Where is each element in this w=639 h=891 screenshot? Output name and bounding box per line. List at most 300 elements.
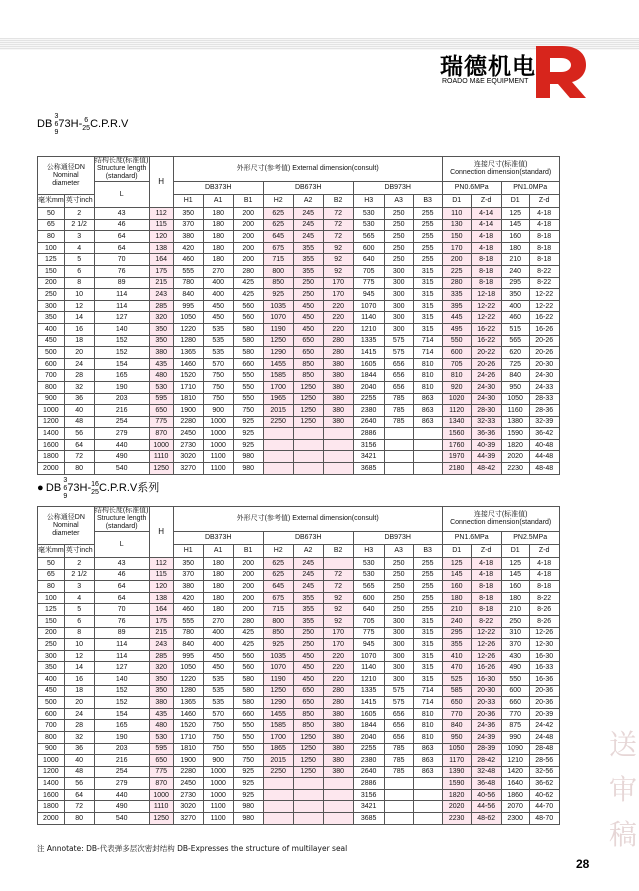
table-cell: 154 <box>94 708 149 720</box>
table-cell: 785 <box>384 416 413 428</box>
table-cell: 640 <box>353 254 384 266</box>
table-cell: 535 <box>203 347 233 359</box>
table-cell: 28-42 <box>471 755 501 767</box>
table-cell: 72 <box>323 231 353 243</box>
table-cell: 450 <box>293 300 323 312</box>
table-cell: 20-36 <box>471 708 501 720</box>
table-row <box>38 428 560 440</box>
table-cell: 300 <box>384 627 413 639</box>
table-cell: 425 <box>233 627 263 639</box>
table-cell: 72 <box>323 208 353 220</box>
table-cell: 550 <box>233 731 263 743</box>
table-cell: 50 <box>38 558 65 570</box>
table-cell: 80 <box>64 463 94 475</box>
table-cell: 150 <box>38 265 65 277</box>
table-cell: 2280 <box>173 416 203 428</box>
table-cell: 1460 <box>173 358 203 370</box>
pressure-a-header: PN0.6MPa <box>442 182 501 195</box>
table-cell: 585 <box>442 685 471 697</box>
table-cell: 12 <box>64 300 94 312</box>
table-cell: 2 <box>64 558 94 570</box>
table-cell: 250 <box>384 581 413 593</box>
table-cell: 92 <box>323 254 353 266</box>
table-cell: 4-14 <box>471 219 501 231</box>
table-cell: 350 <box>38 662 65 674</box>
table-cell: 1420 <box>501 766 529 778</box>
table-cell <box>323 558 353 570</box>
table-cell: 1000 <box>203 416 233 428</box>
db973h-header: DB973H <box>353 532 442 545</box>
table-cell <box>263 813 293 825</box>
table-cell: 1220 <box>173 673 203 685</box>
table-cell: 250 <box>384 208 413 220</box>
table-cell: 8-18 <box>529 254 559 266</box>
table-cell: 656 <box>384 358 413 370</box>
table-cell: 355 <box>293 265 323 277</box>
table-cell: 425 <box>233 277 263 289</box>
table-cell: 925 <box>233 416 263 428</box>
table-cell: 164 <box>149 254 173 266</box>
table-cell: 1250 <box>293 381 323 393</box>
table-cell: 150 <box>38 615 65 627</box>
table-cell: 1760 <box>442 439 471 451</box>
table-cell: 875 <box>501 720 529 732</box>
table-cell: 575 <box>384 685 413 697</box>
table-cell: 1035 <box>263 650 293 662</box>
table-cell: 3685 <box>353 813 384 825</box>
table-cell: 8-18 <box>471 265 501 277</box>
model-code-2: ● DB 3 6 9 73H- 16 25 C.P.R.V系列 <box>37 477 160 500</box>
table-cell: 250 <box>293 639 323 651</box>
table-cell: 535 <box>203 323 233 335</box>
table-cell: 980 <box>233 463 263 475</box>
table-cell: 900 <box>38 743 65 755</box>
table-cell: 400 <box>203 289 233 301</box>
table-cell: 28-33 <box>529 393 559 405</box>
table-cell: 1390 <box>442 766 471 778</box>
table-cell: 350 <box>173 208 203 220</box>
table-cell: 1250 <box>149 463 173 475</box>
table-cell: 4-18 <box>471 231 501 243</box>
table-cell <box>323 439 353 451</box>
table-cell: 1800 <box>38 451 65 463</box>
table-cell: 535 <box>203 685 233 697</box>
table-cell: 355 <box>293 615 323 627</box>
table-cell: 1585 <box>263 720 293 732</box>
logo-chinese-name: 瑞德机电 <box>440 54 536 80</box>
table-cell: 1335 <box>353 685 384 697</box>
table-cell: 535 <box>203 335 233 347</box>
table-cell: 3421 <box>353 801 384 813</box>
table-row <box>38 778 560 790</box>
h-header: H <box>149 157 173 208</box>
table-cell: 400 <box>203 639 233 651</box>
table-row <box>38 592 560 604</box>
table-cell: 20-26 <box>529 347 559 359</box>
table-cell: 1250 <box>149 813 173 825</box>
table-cell: 1250 <box>293 755 323 767</box>
table-cell: 1600 <box>38 439 65 451</box>
table-cell: 3156 <box>353 439 384 451</box>
table-row <box>38 789 560 801</box>
table-row <box>38 463 560 475</box>
table-cell: 145 <box>442 569 471 581</box>
h-header: H <box>149 507 173 558</box>
sub-header-zd: Z-d <box>471 195 501 208</box>
table-cell: 645 <box>263 581 293 593</box>
table-cell: 1250 <box>293 416 323 428</box>
table-cell: 850 <box>293 358 323 370</box>
annotation-note: 注 Annotate: DB-代表弹多层次密封结构 DB-Expresses the structure of multilayer seal <box>37 844 348 853</box>
table-cell: 250 <box>501 615 529 627</box>
table-cell: 1000 <box>38 405 65 417</box>
table-cell: 190 <box>94 381 149 393</box>
table-cell: 380 <box>323 405 353 417</box>
table-cell: 810 <box>413 708 442 720</box>
table-cell: 625 <box>263 219 293 231</box>
table-row <box>38 813 560 825</box>
table-cell: 400 <box>38 323 65 335</box>
table-cell: 785 <box>384 766 413 778</box>
table-cell: 1190 <box>263 323 293 335</box>
table-cell: 36-62 <box>529 778 559 790</box>
table-cell: 100 <box>38 242 65 254</box>
table-cell: 780 <box>173 277 203 289</box>
table-cell: 840 <box>173 639 203 651</box>
table-cell: 160 <box>442 581 471 593</box>
table-cell: 355 <box>293 242 323 254</box>
table-row <box>38 335 560 347</box>
table-cell: 780 <box>173 627 203 639</box>
table-cell: 1844 <box>353 720 384 732</box>
table-cell: 180 <box>203 254 233 266</box>
table-row <box>38 673 560 685</box>
table-cell: 3 <box>64 231 94 243</box>
sub-header-h3: H3 <box>353 545 384 558</box>
table-cell: 450 <box>38 335 65 347</box>
table-cell: 175 <box>149 615 173 627</box>
table-cell: 43 <box>94 208 149 220</box>
table-cell: 1970 <box>442 451 471 463</box>
table-cell: 945 <box>353 639 384 651</box>
table-cell: 535 <box>203 673 233 685</box>
table-cell: 550 <box>442 335 471 347</box>
table-cell: 2230 <box>442 813 471 825</box>
table-cell: 2015 <box>263 755 293 767</box>
table-cell: 250 <box>384 219 413 231</box>
table-cell: 20-30 <box>471 685 501 697</box>
table-cell: 48-48 <box>529 463 559 475</box>
table-cell: 1520 <box>173 370 203 382</box>
table-cell: 500 <box>38 347 65 359</box>
table-cell: 550 <box>501 673 529 685</box>
table-cell: 164 <box>149 604 173 616</box>
table-cell <box>323 428 353 440</box>
model-code-1: DB 3 6 9 73H- 6 25 C.P.R.V <box>37 113 129 136</box>
table-cell: 800 <box>38 731 65 743</box>
table-cell: 925 <box>233 428 263 440</box>
table-cell: 1200 <box>38 766 65 778</box>
table-cell: 48 <box>64 766 94 778</box>
table-cell: 425 <box>233 639 263 651</box>
table-cell: 92 <box>323 615 353 627</box>
table-row <box>38 381 560 393</box>
sub-header-a2: A2 <box>293 545 323 558</box>
table-cell: 295 <box>501 277 529 289</box>
table-cell: 70 <box>94 604 149 616</box>
table-cell <box>413 778 442 790</box>
table-row <box>38 639 560 651</box>
table-cell: 380 <box>323 755 353 767</box>
table-cell: 1700 <box>263 731 293 743</box>
table-cell: 18 <box>64 335 94 347</box>
table-cell: 20-39 <box>529 708 559 720</box>
table-cell: 560 <box>233 312 263 324</box>
table-cell: 490 <box>94 801 149 813</box>
table-cell: 575 <box>384 697 413 709</box>
pressure-b-header: PN2.5MPa <box>501 532 559 545</box>
table-cell: 125 <box>501 558 529 570</box>
table-cell: 1170 <box>442 755 471 767</box>
table-cell: 1090 <box>501 743 529 755</box>
table-cell: 600 <box>353 242 384 254</box>
connection-dimension-header: 连接尺寸(标准值) Connection dimension(standard) <box>442 157 559 182</box>
table-cell: 570 <box>203 708 233 720</box>
table-cell: 180 <box>203 592 233 604</box>
db673h-header: DB673H <box>263 182 353 195</box>
table-cell: 530 <box>353 219 384 231</box>
table-cell <box>413 463 442 475</box>
table-cell: 3156 <box>353 789 384 801</box>
table-cell: 1590 <box>501 428 529 440</box>
table-cell: 280 <box>323 347 353 359</box>
table-cell: 127 <box>94 312 149 324</box>
table-cell: 200 <box>442 254 471 266</box>
table-cell: 530 <box>149 731 173 743</box>
table-cell: 810 <box>413 731 442 743</box>
table-cell: 36-36 <box>471 428 501 440</box>
table-cell: 525 <box>442 673 471 685</box>
table-cell: 450 <box>203 300 233 312</box>
table-cell: 350 <box>149 673 173 685</box>
table-cell: 2255 <box>353 393 384 405</box>
table-cell: 8-22 <box>529 265 559 277</box>
table-row <box>38 801 560 813</box>
table-cell: 810 <box>413 720 442 732</box>
sub-header-h3: H3 <box>353 195 384 208</box>
table-cell: 1605 <box>353 358 384 370</box>
table-cell: 770 <box>442 708 471 720</box>
table-cell: 714 <box>413 347 442 359</box>
table-cell: 2180 <box>442 463 471 475</box>
table-cell: 3 <box>64 581 94 593</box>
table-cell: 203 <box>94 743 149 755</box>
table-cell: 625 <box>263 569 293 581</box>
table-cell: 216 <box>94 405 149 417</box>
table-cell: 2020 <box>442 801 471 813</box>
table-cell: 335 <box>442 289 471 301</box>
table-cell: 2015 <box>263 405 293 417</box>
table-cell: 46 <box>94 569 149 581</box>
table-cell: 300 <box>384 673 413 685</box>
logo-r-mark-icon <box>532 44 588 98</box>
table-cell: 16-22 <box>471 323 501 335</box>
table-cell: 840 <box>501 370 529 382</box>
table-cell: 3270 <box>173 463 203 475</box>
table-cell: 350 <box>173 558 203 570</box>
table-cell: 1335 <box>353 335 384 347</box>
table-cell: 8-18 <box>471 581 501 593</box>
table-cell: 863 <box>413 755 442 767</box>
table-cell: 440 <box>94 439 149 451</box>
table-cell: 1250 <box>293 731 323 743</box>
table-cell: 530 <box>353 558 384 570</box>
table-cell: 255 <box>413 208 442 220</box>
table-cell: 1710 <box>173 731 203 743</box>
table-cell: 863 <box>413 743 442 755</box>
table-cell: 300 <box>38 300 65 312</box>
table-cell <box>293 451 323 463</box>
table-cell: 300 <box>38 650 65 662</box>
sub-header-h1: H1 <box>173 545 203 558</box>
table-cell: 279 <box>94 428 149 440</box>
table-cell: 450 <box>38 685 65 697</box>
company-logo <box>440 44 590 98</box>
table-cell: 32-48 <box>471 766 501 778</box>
table-cell: 1380 <box>501 416 529 428</box>
table-cell: 900 <box>203 405 233 417</box>
table-cell: 1070 <box>353 300 384 312</box>
table-cell: 100 <box>38 592 65 604</box>
table-cell: 4-18 <box>471 569 501 581</box>
table-row <box>38 312 560 324</box>
table-cell: 863 <box>413 766 442 778</box>
table-cell: 450 <box>203 662 233 674</box>
table-cell: 863 <box>413 416 442 428</box>
table-cell: 3421 <box>353 451 384 463</box>
table-cell: 380 <box>323 708 353 720</box>
table-cell: 435 <box>149 708 173 720</box>
table-cell: 2000 <box>38 813 65 825</box>
table-cell: 36-42 <box>529 428 559 440</box>
table-cell: 400 <box>38 673 65 685</box>
table-cell: 450 <box>203 312 233 324</box>
table-cell: 12-26 <box>471 650 501 662</box>
table-cell: 315 <box>413 300 442 312</box>
table-cell: 380 <box>323 393 353 405</box>
db973h-header: DB973H <box>353 182 442 195</box>
table-cell: 1865 <box>263 743 293 755</box>
table-cell: 1050 <box>173 662 203 674</box>
table-cell: 6 <box>64 615 94 627</box>
table-cell: 2230 <box>501 463 529 475</box>
table-cell: 1210 <box>353 673 384 685</box>
table-cell: 1520 <box>173 720 203 732</box>
table-cell: 990 <box>501 731 529 743</box>
table-cell: 24-36 <box>471 720 501 732</box>
table-cell: 1000 <box>149 789 173 801</box>
table-cell <box>413 439 442 451</box>
inch-header: 英寸inch <box>64 195 94 208</box>
table-cell: 645 <box>263 231 293 243</box>
table-cell: 250 <box>384 569 413 581</box>
table-cell: 245 <box>293 558 323 570</box>
table-cell: 450 <box>293 673 323 685</box>
table-cell <box>323 778 353 790</box>
table-cell: 380 <box>323 416 353 428</box>
table-cell: 255 <box>413 231 442 243</box>
table-cell: 400 <box>203 277 233 289</box>
table-cell: 8-18 <box>471 277 501 289</box>
table-cell: 640 <box>353 604 384 616</box>
table-cell: 380 <box>323 358 353 370</box>
table-cell: 1810 <box>173 743 203 755</box>
table-cell: 46 <box>94 219 149 231</box>
table-cell: 2 <box>64 208 94 220</box>
table-cell: 28 <box>64 370 94 382</box>
table-cell: 650 <box>149 405 173 417</box>
table-cell: 810 <box>413 381 442 393</box>
table-cell: 625 <box>263 208 293 220</box>
table-cell: 595 <box>149 743 173 755</box>
table-cell: 1220 <box>173 323 203 335</box>
table-cell: 300 <box>384 312 413 324</box>
table-cell <box>263 778 293 790</box>
table-cell: 16 <box>64 323 94 335</box>
table-cell: 12 <box>64 650 94 662</box>
table-cell: 660 <box>501 697 529 709</box>
table-cell: 570 <box>203 358 233 370</box>
table-row <box>38 208 560 220</box>
table-cell: 350 <box>501 289 529 301</box>
table-cell: 12-18 <box>471 289 501 301</box>
table-cell: 200 <box>233 592 263 604</box>
table-cell: 1250 <box>293 405 323 417</box>
table-cell: 24-26 <box>471 370 501 382</box>
table-cell: 355 <box>293 592 323 604</box>
table-cell: 56 <box>64 778 94 790</box>
table-cell: 76 <box>94 615 149 627</box>
table-cell: 800 <box>263 265 293 277</box>
table-cell: 8-22 <box>471 615 501 627</box>
table-cell: 280 <box>323 335 353 347</box>
table-cell: 200 <box>38 277 65 289</box>
table-cell: 48-62 <box>471 813 501 825</box>
table-cell: 8-18 <box>471 592 501 604</box>
table-row <box>38 558 560 570</box>
table-cell: 1070 <box>263 312 293 324</box>
table-cell: 145 <box>501 569 529 581</box>
table-cell: 5 <box>64 604 94 616</box>
table-cell: 380 <box>323 766 353 778</box>
table-cell: 850 <box>293 720 323 732</box>
table-cell: 850 <box>293 708 323 720</box>
table-row <box>38 720 560 732</box>
table-cell: 250 <box>38 289 65 301</box>
table-cell: 1070 <box>353 650 384 662</box>
table-cell: 24 <box>64 358 94 370</box>
table-cell: 16-26 <box>471 662 501 674</box>
table-cell: 64 <box>94 242 149 254</box>
table-cell: 1000 <box>38 755 65 767</box>
table-cell: 445 <box>442 312 471 324</box>
table-cell: 355 <box>293 254 323 266</box>
table-cell: 1585 <box>263 370 293 382</box>
table-cell: 2020 <box>501 451 529 463</box>
table-cell: 28-56 <box>529 755 559 767</box>
table-cell: 165 <box>94 720 149 732</box>
table-cell: 20-30 <box>529 358 559 370</box>
